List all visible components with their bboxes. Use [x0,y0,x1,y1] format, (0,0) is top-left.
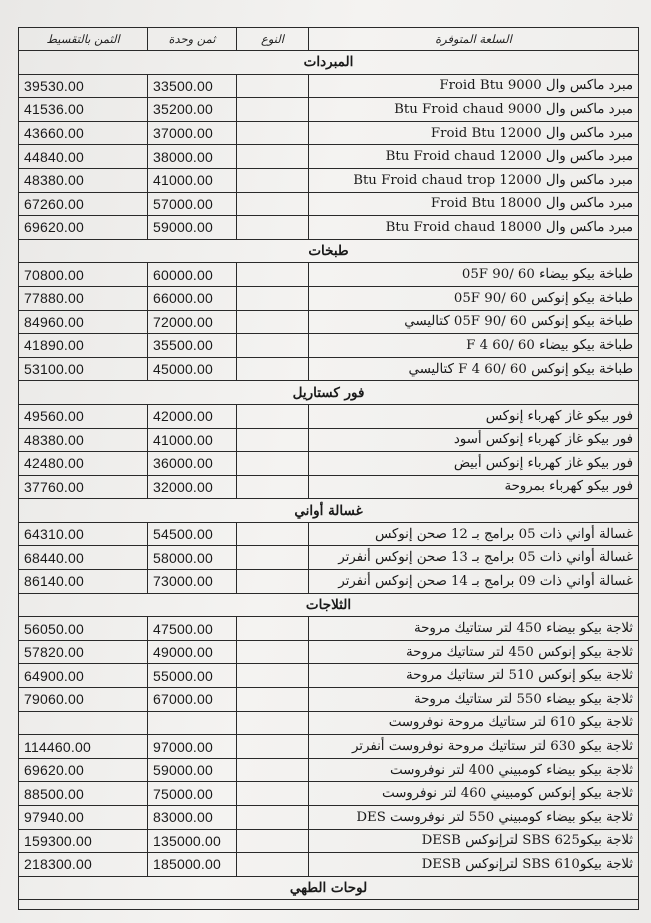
table-row [19,334,639,358]
table-row [19,664,639,688]
type-cell [237,758,309,782]
unit-price-cell: 47500.00 [148,617,237,641]
unit-price-cell: 66000.00 [148,286,237,310]
installment-price-cell: 56050.00 [19,617,148,641]
installment-price-cell: 57820.00 [19,640,148,664]
table-row [19,617,639,641]
installment-price-cell: 69620.00 [19,758,148,782]
item-cell: مبرد ماكس وال 12000 Btu Froid chaud trop [309,168,639,192]
item-cell: طباخة بيكو إنوكس 60 /60 F 4 كتاليسي [309,357,639,381]
type-cell [237,806,309,830]
type-cell [237,192,309,216]
table-row [19,168,639,192]
installment-price-cell: 44840.00 [19,145,148,169]
item-cell: ثلاجة بيكو بيضاء كومبيني 400 لتر نوفروست [309,758,639,782]
installment-price-cell: 69620.00 [19,216,148,240]
section-header-row [19,51,639,75]
unit-price-cell: 45000.00 [148,357,237,381]
item-cell: فور بيكو كهرباء بمروحة [309,475,639,499]
installment-price-cell: 48380.00 [19,428,148,452]
price-table-body [19,28,639,910]
installment-price-cell: 86140.00 [19,570,148,594]
table-row [19,74,639,98]
type-cell [237,546,309,570]
type-cell [237,522,309,546]
installment-price-cell: 53100.00 [19,357,148,381]
type-cell [237,286,309,310]
installment-price-cell: 64310.00 [19,522,148,546]
section-title: لوحات الطهي [19,876,639,900]
section-header-row [19,499,639,523]
installment-price-cell [19,711,148,735]
item-cell: مبرد ماكس وال 9000 Froid Btu [309,74,639,98]
item-cell: ثلاجة بيكو بيضاء كومبيني 550 لتر نوفروست DES [309,806,639,830]
type-cell [237,782,309,806]
table-row [19,216,639,240]
item-cell: فور بيكو غاز كهرباء إنوكس [309,404,639,428]
type-cell [237,428,309,452]
table-row [19,428,639,452]
header-item: السلعة المتوفرة [309,28,639,51]
item-cell: غسالة أواني ذات 05 برامج بـ 13 صحن إنوكس أنفرتر [309,546,639,570]
header-unit-price: ثمن وحدة [148,28,237,51]
unit-price-cell: 36000.00 [148,452,237,476]
type-cell [237,216,309,240]
table-row [19,145,639,169]
item-cell: ثلاجة بيكو إنوكس 450 لتر ستاتيك مروحة [309,640,639,664]
type-cell [237,74,309,98]
unit-price-cell: 58000.00 [148,546,237,570]
installment-price-cell: 88500.00 [19,782,148,806]
section-title: الثلاجات [19,593,639,617]
price-table [18,27,639,910]
installment-price-cell: 48380.00 [19,168,148,192]
installment-price-cell: 114460.00 [19,735,148,759]
type-cell [237,853,309,877]
header-installment-price: الثمن بالتقسيط [19,28,148,51]
installment-price-cell: 64900.00 [19,664,148,688]
table-row [19,310,639,334]
table-row [19,286,639,310]
table-row [19,475,639,499]
item-cell: غسالة أواني ذات 05 برامج بـ 12 صحن إنوكس [309,522,639,546]
type-cell [237,640,309,664]
unit-price-cell: 33500.00 [148,74,237,98]
empty-row [19,900,639,910]
unit-price-cell: 135000.00 [148,829,237,853]
type-cell [237,664,309,688]
unit-price-cell: 55000.00 [148,664,237,688]
unit-price-cell: 97000.00 [148,735,237,759]
installment-price-cell: 42480.00 [19,452,148,476]
unit-price-cell: 49000.00 [148,640,237,664]
installment-price-cell: 77880.00 [19,286,148,310]
section-header-row [19,381,639,405]
type-cell [237,688,309,712]
type-cell [237,310,309,334]
table-row [19,522,639,546]
unit-price-cell: 57000.00 [148,192,237,216]
installment-price-cell: 159300.00 [19,829,148,853]
item-cell: مبرد ماكس وال 9000 Btu Froid chaud [309,98,639,122]
table-row [19,782,639,806]
item-cell: مبرد ماكس وال 18000 Btu Froid chaud [309,216,639,240]
item-cell: فور بيكو غاز كهرباء إنوكس أبيض [309,452,639,476]
table-row [19,829,639,853]
type-cell [237,404,309,428]
unit-price-cell: 54500.00 [148,522,237,546]
type-cell [237,475,309,499]
table-row [19,758,639,782]
installment-price-cell: 218300.00 [19,853,148,877]
installment-price-cell: 68440.00 [19,546,148,570]
unit-price-cell: 60000.00 [148,263,237,287]
unit-price-cell: 185000.00 [148,853,237,877]
unit-price-cell: 73000.00 [148,570,237,594]
type-cell [237,121,309,145]
unit-price-cell [148,711,237,735]
table-row [19,98,639,122]
table-row [19,192,639,216]
unit-price-cell: 32000.00 [148,475,237,499]
type-cell [237,617,309,641]
type-cell [237,334,309,358]
section-header-row [19,239,639,263]
unit-price-cell: 75000.00 [148,782,237,806]
installment-price-cell: 79060.00 [19,688,148,712]
item-cell: طباخة بيكو إنوكس 60 /90 05F كتاليسي [309,310,639,334]
table-row [19,546,639,570]
header-type: النوع [237,28,309,51]
type-cell [237,829,309,853]
unit-price-cell: 37000.00 [148,121,237,145]
section-header-row [19,593,639,617]
item-cell: ثلاجة بيكو إنوكس كومبيني 460 لتر نوفروست [309,782,639,806]
section-title: غسالة أواني [19,499,639,523]
table-row [19,121,639,145]
unit-price-cell: 35500.00 [148,334,237,358]
type-cell [237,263,309,287]
table-row [19,688,639,712]
installment-price-cell: 67260.00 [19,192,148,216]
item-cell: ثلاجة بيكو بيضاء 450 لتر ستاتيك مروحة [309,617,639,641]
type-cell [237,711,309,735]
unit-price-cell: 42000.00 [148,404,237,428]
unit-price-cell: 72000.00 [148,310,237,334]
unit-price-cell: 67000.00 [148,688,237,712]
table-row [19,452,639,476]
item-cell: مبرد ماكس وال 12000 Btu Froid chaud [309,145,639,169]
item-cell: طباخة بيكو بيضاء 60 /60 F 4 [309,334,639,358]
item-cell: ثلاجة بيكو بيضاء 550 لتر ستاتيك مروحة [309,688,639,712]
unit-price-cell: 41000.00 [148,168,237,192]
empty-cell [19,900,639,910]
section-title: المبردات [19,51,639,75]
item-cell: ثلاجة بيكوSBS 610 لترإنوكس DESB [309,853,639,877]
section-header-row [19,876,639,900]
unit-price-cell: 38000.00 [148,145,237,169]
item-cell: غسالة أواني ذات 09 برامج بـ 14 صحن إنوكس أنفرتر [309,570,639,594]
item-cell: ثلاجة بيكو 610 لتر ستاتيك مروحة نوفروست [309,711,639,735]
unit-price-cell: 35200.00 [148,98,237,122]
installment-price-cell: 37760.00 [19,475,148,499]
type-cell [237,145,309,169]
item-cell: مبرد ماكس وال 12000 Froid Btu [309,121,639,145]
table-row [19,806,639,830]
table-row [19,735,639,759]
item-cell: ثلاجة بيكوSBS 625 لترإنوكس DESB [309,829,639,853]
type-cell [237,735,309,759]
installment-price-cell: 70800.00 [19,263,148,287]
installment-price-cell: 49560.00 [19,404,148,428]
table-row [19,640,639,664]
unit-price-cell: 59000.00 [148,758,237,782]
installment-price-cell: 41890.00 [19,334,148,358]
unit-price-cell: 59000.00 [148,216,237,240]
section-title: فور كستاريل [19,381,639,405]
table-row [19,711,639,735]
item-cell: طباخة بيكو بيضاء 60 /90 05F [309,263,639,287]
item-cell: فور بيكو غاز كهرباء إنوكس أسود [309,428,639,452]
table-row [19,570,639,594]
table-row [19,357,639,381]
type-cell [237,357,309,381]
unit-price-cell: 41000.00 [148,428,237,452]
type-cell [237,570,309,594]
type-cell [237,168,309,192]
item-cell: ثلاجة بيكو إنوكس 510 لتر ستاتيك مروحة [309,664,639,688]
installment-price-cell: 97940.00 [19,806,148,830]
table-row [19,404,639,428]
item-cell: ثلاجة بيكو 630 لتر ستاتيك مروحة نوفروست أنفرتر [309,735,639,759]
installment-price-cell: 43660.00 [19,121,148,145]
item-cell: طباخة بيكو إنوكس 60 /90 05F [309,286,639,310]
section-title: طبخات [19,239,639,263]
table-row [19,853,639,877]
unit-price-cell: 83000.00 [148,806,237,830]
item-cell: مبرد ماكس وال 18000 Froid Btu [309,192,639,216]
installment-price-cell: 39530.00 [19,74,148,98]
installment-price-cell: 84960.00 [19,310,148,334]
installment-price-cell: 41536.00 [19,98,148,122]
header-row [19,28,639,51]
type-cell [237,98,309,122]
table-row [19,263,639,287]
type-cell [237,452,309,476]
